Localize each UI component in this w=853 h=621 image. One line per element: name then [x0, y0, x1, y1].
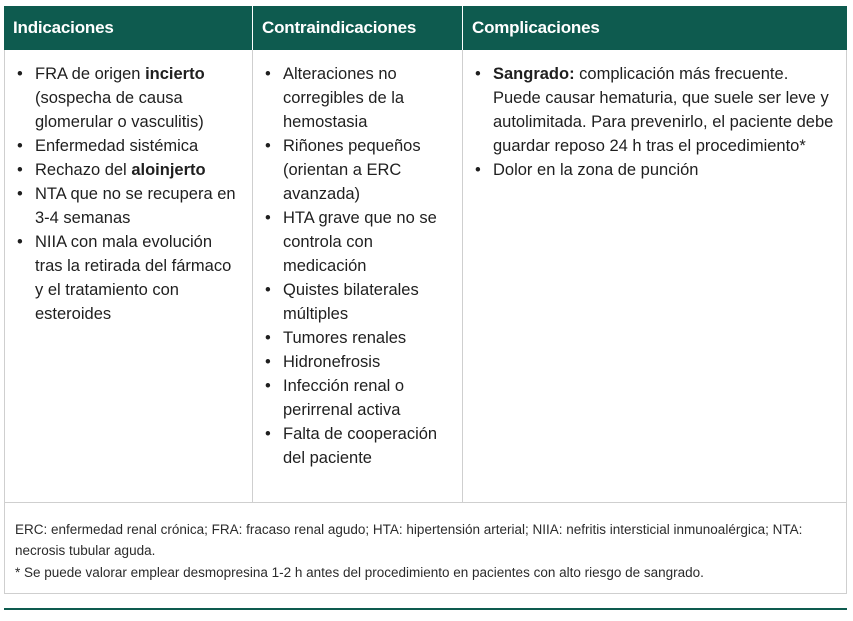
item-text: Riñones pequeños (orientan a ERC avanzada)	[283, 137, 421, 203]
item-text: Tumores renales	[283, 329, 407, 347]
bullet-icon: •	[265, 65, 271, 83]
item-text: FRA de origen	[35, 65, 146, 83]
item-text: Falta de cooperación del paciente	[283, 425, 438, 467]
bullet-icon: •	[475, 161, 481, 179]
abbreviations-note: ERC: enfermedad renal crónica; FRA: fracaso renal agudo; HTA: hipertensión arterial; NIIA: nefritis intersticial inmunoalérgica; NTA: necrosis tubular aguda.	[15, 522, 803, 558]
item-text: Enfermedad sistémica	[35, 137, 199, 155]
list-item	[262, 422, 452, 470]
bullet-icon: •	[265, 425, 271, 443]
bullet-icon: •	[265, 209, 271, 227]
bullet-icon: •	[17, 137, 23, 155]
item-text: HTA grave que no se controla con medicación	[283, 209, 437, 275]
list-item	[262, 374, 452, 422]
list-item	[262, 350, 452, 374]
bullet-icon: •	[265, 353, 271, 371]
list-item	[262, 206, 452, 278]
item-text: Rechazo del	[35, 161, 132, 179]
bullet-icon: •	[265, 377, 271, 395]
item-text: (sospecha de causa glomerular o vasculitis)	[35, 89, 204, 131]
list-item	[472, 62, 836, 158]
item-text: Quistes bilaterales múltiples	[283, 281, 419, 323]
list-item	[14, 134, 242, 158]
item-text: Hidronefrosis	[283, 353, 381, 371]
item-bold-text: aloinjerto	[131, 161, 206, 179]
list-item	[14, 158, 242, 182]
list-item	[262, 62, 452, 134]
list-item	[14, 182, 242, 230]
item-text: Alteraciones no corregibles de la hemostasia	[283, 65, 405, 131]
header-indications: Indicaciones	[13, 18, 114, 37]
bullet-icon: •	[17, 185, 23, 203]
indications-cell	[5, 50, 252, 502]
list-item	[14, 230, 242, 326]
header-complications: Complicaciones	[462, 6, 847, 50]
contraindications-list	[262, 62, 452, 470]
biopsy-table	[4, 6, 847, 594]
list-item	[14, 62, 242, 134]
item-text: complicación más frecuente. Puede causar hematuria, que suele ser leve y autolimitada. Para prevenirlo, el paciente debe guardar reposo 24 h tras el procedimiento*	[493, 65, 834, 155]
item-bold-text: incierto	[145, 65, 205, 83]
table-notes	[4, 503, 847, 594]
bullet-icon: •	[17, 233, 23, 251]
complications-cell	[462, 50, 846, 502]
list-item	[262, 278, 452, 326]
list-item	[472, 158, 836, 182]
table-body-row	[4, 50, 847, 503]
item-bold-text: Sangrado:	[493, 65, 575, 83]
item-text: NIIA con mala evolución tras la retirada del fármaco y el tratamiento con esteroides	[35, 233, 232, 323]
list-item	[262, 134, 452, 206]
item-text: NTA que no se recupera en 3-4 semanas	[35, 185, 236, 227]
contraindications-cell	[252, 50, 462, 502]
item-text: Infección renal o perirrenal activa	[283, 377, 405, 419]
item-text: Dolor en la zona de punción	[493, 161, 699, 179]
footnote: * Se puede valorar emplear desmopresina 1-2 h antes del procedimiento en pacientes con alto riesgo de sangrado.	[15, 565, 704, 580]
bullet-icon: •	[17, 161, 23, 179]
table-header	[4, 6, 847, 50]
bottom-divider	[4, 608, 847, 610]
bullet-icon: •	[265, 137, 271, 155]
bullet-icon: •	[265, 329, 271, 347]
bullet-icon: •	[475, 65, 481, 83]
bullet-icon: •	[17, 65, 23, 83]
bullet-icon: •	[265, 281, 271, 299]
indications-list	[14, 62, 242, 326]
complications-list	[472, 62, 836, 182]
header-contraindications: Contraindicaciones	[252, 6, 462, 50]
list-item	[262, 326, 452, 350]
